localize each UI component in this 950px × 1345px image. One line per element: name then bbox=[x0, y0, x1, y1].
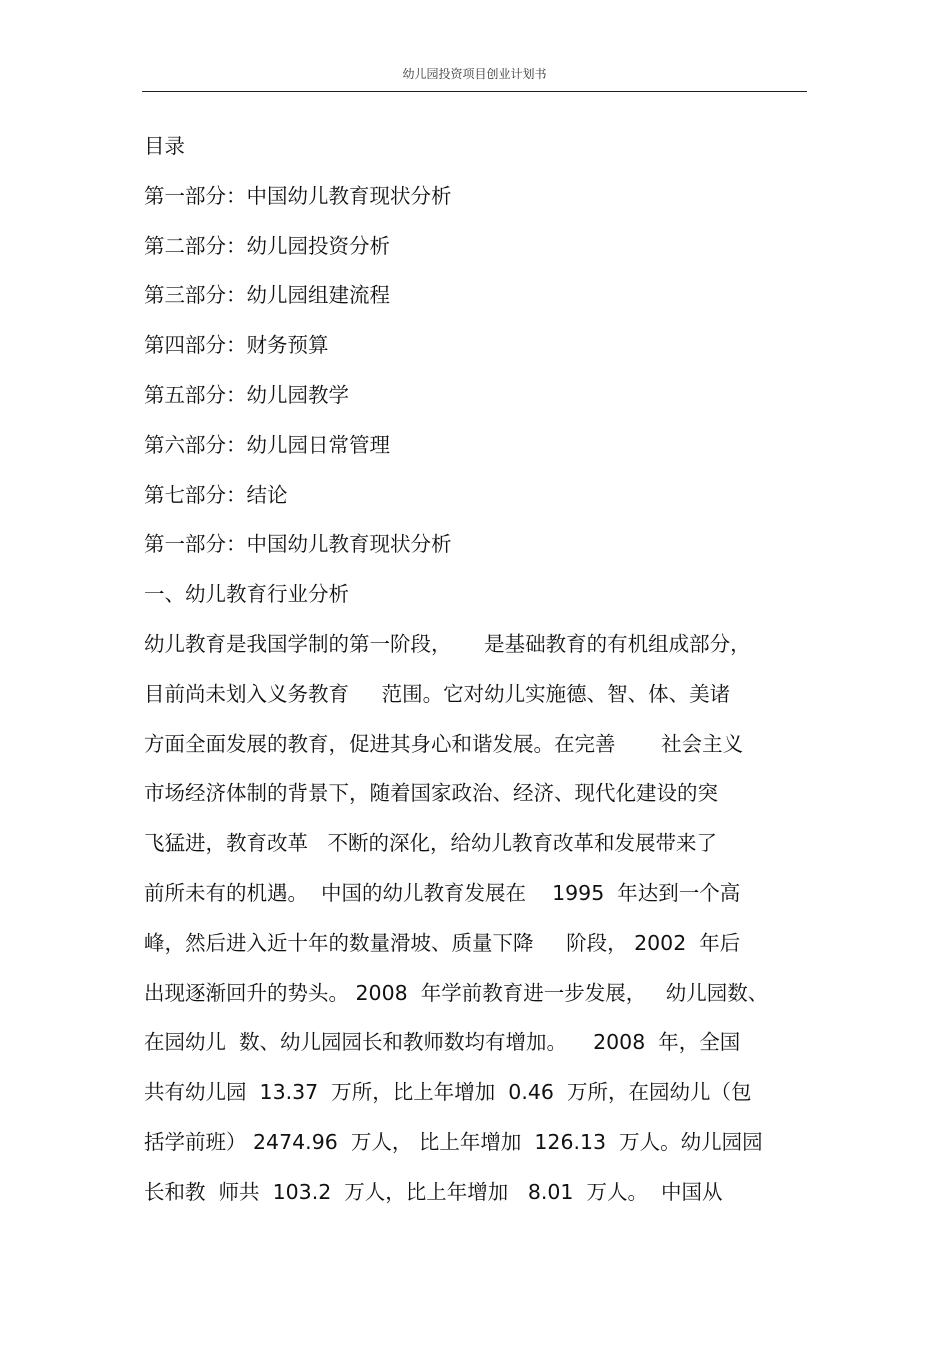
body-text-line: 目前尚未划入义务教育 范围。它对幼儿实施德、智、体、美诸 bbox=[144, 681, 731, 706]
body-text-line: 长和教 师共 103.2 万人，比上年增加 8.01 万人。 中国从 bbox=[144, 1179, 723, 1204]
toc-item-part-6: 第六部分：幼儿园日常管理 bbox=[144, 432, 390, 457]
toc-heading: 目录 bbox=[144, 134, 185, 158]
body-text-line: 括学前班） 2474.96 万人， 比上年增加 126.13 万人。幼儿园园 bbox=[144, 1129, 763, 1154]
toc-item-part-4: 第四部分：财务预算 bbox=[144, 333, 329, 358]
document-title: 幼儿园投资项目创业计划书 bbox=[402, 67, 547, 81]
document-body bbox=[144, 122, 814, 1218]
section-title: 第一部分：中国幼儿教育现状分析 bbox=[144, 532, 452, 557]
body-text-line: 前所未有的机遇。 中国的幼儿教育发展在 1995 年达到一个高 bbox=[144, 880, 741, 905]
toc-item-part-3: 第三部分：幼儿园组建流程 bbox=[144, 283, 390, 308]
toc-item-part-2: 第二部分：幼儿园投资分析 bbox=[144, 233, 390, 258]
body-text-line: 共有幼儿园 13.37 万所，比上年增加 0.46 万所，在园幼儿（包 bbox=[144, 1080, 752, 1105]
body-text-line: 出现逐渐回升的势头。 2008 年学前教育进一步发展， 幼儿园数、 bbox=[144, 980, 769, 1005]
body-text-line: 方面全面发展的教育，促进其身心和谐发展。在完善 社会主义 bbox=[144, 731, 744, 756]
page-header bbox=[142, 66, 807, 92]
body-text-line: 飞猛进，教育改革 不断的深化，给幼儿教育改革和发展带来了 bbox=[144, 831, 718, 856]
toc-item-part-7: 第七部分：结论 bbox=[144, 482, 288, 507]
body-text-line: 峰，然后进入近十年的数量滑坡、质量下降 阶段， 2002 年后 bbox=[144, 930, 741, 955]
section-subtitle: 一、幼儿教育行业分析 bbox=[144, 582, 349, 607]
body-text-line: 在园幼儿 数、幼儿园园长和教师数均有增加。 2008 年，全国 bbox=[144, 1030, 741, 1055]
body-text-line: 市场经济体制的背景下，随着国家政治、经济、现代化建设的突 bbox=[144, 781, 718, 806]
toc-item-part-1: 第一部分：中国幼儿教育现状分析 bbox=[144, 183, 452, 208]
body-text-line: 幼儿教育是我国学制的第一阶段， 是基础教育的有机组成部分， bbox=[144, 631, 751, 656]
toc-item-part-5: 第五部分：幼儿园教学 bbox=[144, 382, 349, 407]
